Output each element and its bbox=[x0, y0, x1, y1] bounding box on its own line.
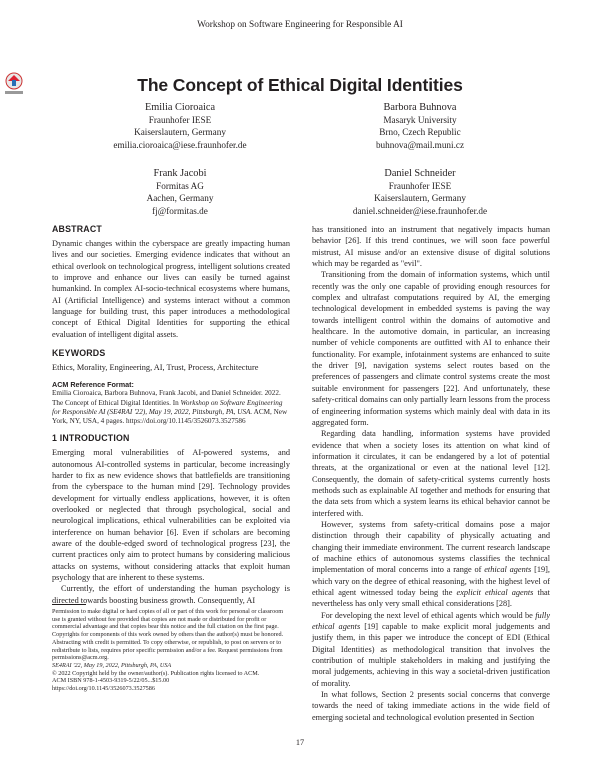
author-location: Aachen, Germany bbox=[146, 193, 214, 204]
body-paragraph: Transitioning from the domain of information systems, which until recently was the only one capable of providing enough resources for complex and ultrafast computations required by AI, the emerging technological development in embedded systems is paving the way towards intelligent control within the domains of automotive and healthcare. In the automotive domain, in particular, an increasing number of vehicle components are outfitted with AI to enhance their functionality. For example, infotainment systems are enhanced to suite the driver [9], navigation systems select routes based on the preferences of passengers and climate control systems create the most suitable environment for passengers [22]. And unfortunately, these safety-critical domains can only partially learn lessons from the process of engineering information systems which mainly deal with data in its aggregated form. bbox=[312, 270, 550, 427]
author-affiliation: Masaryk University bbox=[383, 115, 457, 125]
author-block bbox=[320, 167, 520, 217]
author-name: Emilia Cioroaica bbox=[144, 102, 216, 113]
author-email[interactable]: emilia.cioroaica@iese.fraunhofer.de bbox=[113, 139, 247, 150]
author-affiliation: Fraunhofer IESE bbox=[388, 181, 452, 191]
introduction-heading: 1 INTRODUCTION bbox=[52, 433, 130, 444]
author-location: Brno, Czech Republic bbox=[379, 127, 461, 138]
author-location: Kaiserslautern, Germany bbox=[134, 127, 226, 138]
footnote-rule bbox=[52, 604, 86, 605]
body-paragraph: has transitioned into an instrument that negatively impacts human behavior [26]. If this trend continues, we will soon face powerful mistrust, AI misuse and/or an extensive disuse of digital solutions which may be regarded as "evil". bbox=[312, 225, 550, 269]
author-name: Barbora Buhnova bbox=[383, 102, 457, 113]
body-paragraph: In what follows, Section 2 presents social concerns that converge towards the need of taking immediate actions in the wide field of emerging societal and technological evolution presented in Section bbox=[312, 690, 550, 722]
isbn-text: ACM ISBN 978-1-4503-9319-5/22/05...$15.00 bbox=[52, 677, 170, 685]
abstract-text: Dynamic changes within the cyberspace are greatly impacting human lives and our societies. Emerging evidence indicates that without an ethical overlook on technological progress, intelligent solutions created to improve and enhance our lives can easily be turned against humankind. In complex AI-socio-technical ecosystems where humans, AI (Artificial Intelligence) and systems interact without a common language for building trust, this paper introduces a methodological concept of Ethical Digital Identities for supporting the ethical evaluation of intelligent digital assets. bbox=[52, 239, 290, 339]
keywords-heading: KEYWORDS bbox=[52, 348, 106, 359]
conference-info: SE4RAI '22, May 19, 2022, Pittsburgh, PA, USA bbox=[52, 661, 172, 669]
author-email[interactable]: fj@formitas.de bbox=[152, 205, 208, 216]
reference-heading: ACM Reference Format: bbox=[52, 380, 134, 390]
author-email[interactable]: daniel.schneider@iese.fraunhofer.de bbox=[352, 205, 488, 216]
keywords-text: Ethics, Morality, Engineering, AI, Trust, Process, Architecture bbox=[52, 363, 259, 373]
left-column bbox=[52, 224, 290, 606]
author-block bbox=[320, 101, 520, 151]
author-block bbox=[80, 101, 280, 151]
reference-lead: Emilia Cioroaica, Barbora Buhnova, Frank Jacobi, and Daniel Schneider. 2022. The Concept of Ethical Digital Identities. In bbox=[52, 389, 281, 407]
abstract-heading: ABSTRACT bbox=[52, 224, 102, 234]
paper-title: The Concept of Ethical Digital Identities bbox=[137, 75, 463, 95]
author-block bbox=[80, 167, 280, 217]
author-email[interactable]: buhnova@mail.muni.cz bbox=[375, 139, 465, 150]
body-paragraph: For developing the next level of ethical agents which would be fully ethical agents [19] capable to make explicit moral judgements and justify them, in this paper we introduce the concept of EDI (Ethical Digital Identities) as methodological transition that involves the contribution of multiple stakeholders in making and justifying the moral judgements, achieving in this way a societal-driven justification of morality. bbox=[312, 610, 550, 688]
right-column bbox=[312, 224, 550, 723]
body-paragraph: Regarding data handling, information systems have provided evidence that when a society loses its attention on what kind of information it circulates, it can be endangered by a lot of potential threats, at the organizational or even at the national level [12]. Consequently, the domain of safety-critical systems currently hosts methods such as explainable AI together and methods for ensuring that the data sets from which a system learns its ethical behavior cannot be interfered with. bbox=[312, 429, 550, 518]
copyright-text: © 2022 Copyright held by the owner/author(s). Publication rights licensed to ACM. bbox=[52, 669, 260, 677]
author-name: Daniel Schneider bbox=[384, 168, 456, 179]
reference-venue: Workshop on Software Engineering for Responsible AI (SE4RAI '22), May 19, 2022, Pittsburgh, PA, USA. bbox=[52, 398, 283, 416]
page-number: 17 bbox=[295, 738, 305, 747]
permission-block bbox=[52, 608, 290, 693]
author-name: Frank Jacobi bbox=[153, 168, 207, 179]
author-affiliation: Fraunhofer IESE bbox=[148, 115, 212, 125]
permission-text: Permission to make digital or hard copies of all or part of this work for personal or classroom use is granted without fee provided that copies are not made or distributed for profit or commercial advantage and that copies bear this notice and the full citation on the first page. Copyrights for components of this work owned by others than the author(s) must be honored. Abstracting with credit is permitted. To copy otherwise, or republish, to post on servers or to redistribute to lists, requires prior specific permission and/or a fee. Request permissions from permissions@acm.org. bbox=[52, 608, 284, 662]
running-header: Workshop on Software Engineering for Responsible AI bbox=[197, 20, 403, 30]
body-paragraph: However, systems from safety-critical domains pose a major distinction through their capability of physically actuating and changing their immediate environment. The current research landscape of machine ethics of autonomous systems classifies the technical implementation of moral concerns into a range of ethical agents [19], which vary on the degree of ethical reasoning, with the highest level of ethical agent witnessed today being the explicit ethical agents that nevertheless has only very small ethical considerations [28]. bbox=[312, 519, 550, 609]
intro-paragraph: Currently, the effort of understanding the human psychology is directed towards boosting business growth. Consequently, AI bbox=[52, 584, 290, 605]
reference-text bbox=[52, 389, 290, 426]
doi-link[interactable]: https://doi.org/10.1145/3526073.3527586 bbox=[52, 685, 155, 693]
intro-paragraph: Emerging moral vulnerabilities of AI-powered systems, and autonomous AI-controlled systems in particular, become increasingly harder to fix as new evidence shows that battlefields are transitioning from the cyberspace to the human mind [29]. Technology provides development for virtually endless applications, however, it is often overlooked or neglected that through psychological, social and neurological implications, ethical vulnerabilities can be exploited via interference on human behavior [6]. Even if scholars are becoming aware of the double-edged sword of technological progress [23], the current practices only aim to protect humans by considering malicious attacks on systems, without considering attacks that exploit human psychology that are inherent to these systems. bbox=[52, 448, 290, 583]
author-affiliation: Formitas AG bbox=[156, 181, 204, 191]
author-location: Kaiserslautern, Germany bbox=[374, 193, 466, 204]
reference-doi[interactable]: ACM, New York, NY, USA, 4 pages. https://doi.org/10.1145/3526073.3527586 bbox=[52, 407, 288, 426]
